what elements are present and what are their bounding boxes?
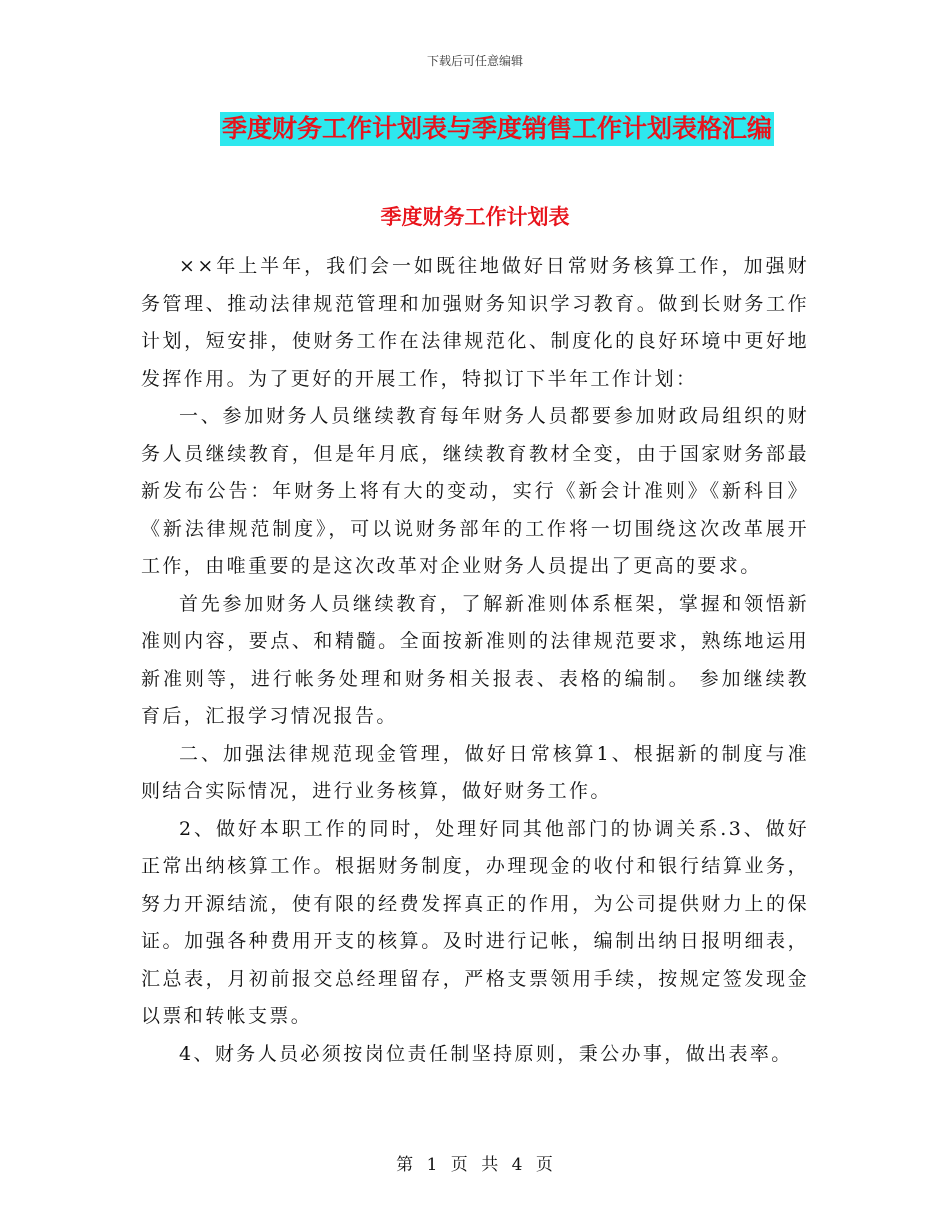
paragraph: ××年上半年，我们会一如既往地做好日常财务核算工作，加强财务管理、推动法律规范管理和加强财务知识学习教育。做到长财务工作计划，短安排，使财务工作在法律规范化、制度化的良好环境中更好地发挥作用。为了更好的开展工作，特拟订下半年工作计划： xyxy=(141,255,809,390)
main-title-container xyxy=(0,112,950,146)
paragraph: 一、参加财务人员继续教育每年财务人员都要参加财政局组织的财务人员继续教育，但是年月底，继续教育教材全变，由于国家财务部最新发布公告：年财务上将有大的变动，实行《新会计准则》《新科目》《新法律规范制度》，可以说财务部年的工作将一切围绕这次改革展开工作，由唯重要的是这次改革对企业财务人员提出了更高的要求。 xyxy=(141,405,809,577)
paragraph: 4、财务人员必须按岗位责任制坚持原则，秉公办事，做出表率。 xyxy=(179,1042,793,1065)
paragraph: 二、加强法律规范现金管理，做好日常核算1、根据新的制度与准则结合实际情况，进行业务核算，做好财务工作。 xyxy=(141,742,809,802)
paragraph: 首先参加财务人员继续教育，了解新准则体系框架，掌握和领悟新准则内容，要点、和精髓。全面按新准则的法律规范要求，熟练地运用新准则等，进行帐务处理和财务相关报表、表格的编制。 参加继续教育后，汇报学习情况报告。 xyxy=(141,592,809,727)
header-note: 下载后可任意编辑 xyxy=(426,54,523,68)
section-title: 季度财务工作计划表 xyxy=(380,205,570,229)
paragraph: 2、做好本职工作的同时，处理好同其他部门的协调关系.3、做好正常出纳核算工作。根据财务制度，办理现金的收付和银行结算业务，努力开源结流，使有限的经费发挥真正的作用，为公司提供财力上的保证。加强各种费用开支的核算。及时进行记帐，编制出纳日报明细表，汇总表，月初前报交总经理留存，严格支票领用手续，按规定签发现金以票和转帐支票。 xyxy=(141,817,809,1027)
document-title: 季度财务工作计划表与季度销售工作计划表格汇编 xyxy=(220,112,774,146)
page-number-footer: 第 1 页 共 4 页 xyxy=(396,1155,554,1175)
document-body xyxy=(141,248,809,1073)
